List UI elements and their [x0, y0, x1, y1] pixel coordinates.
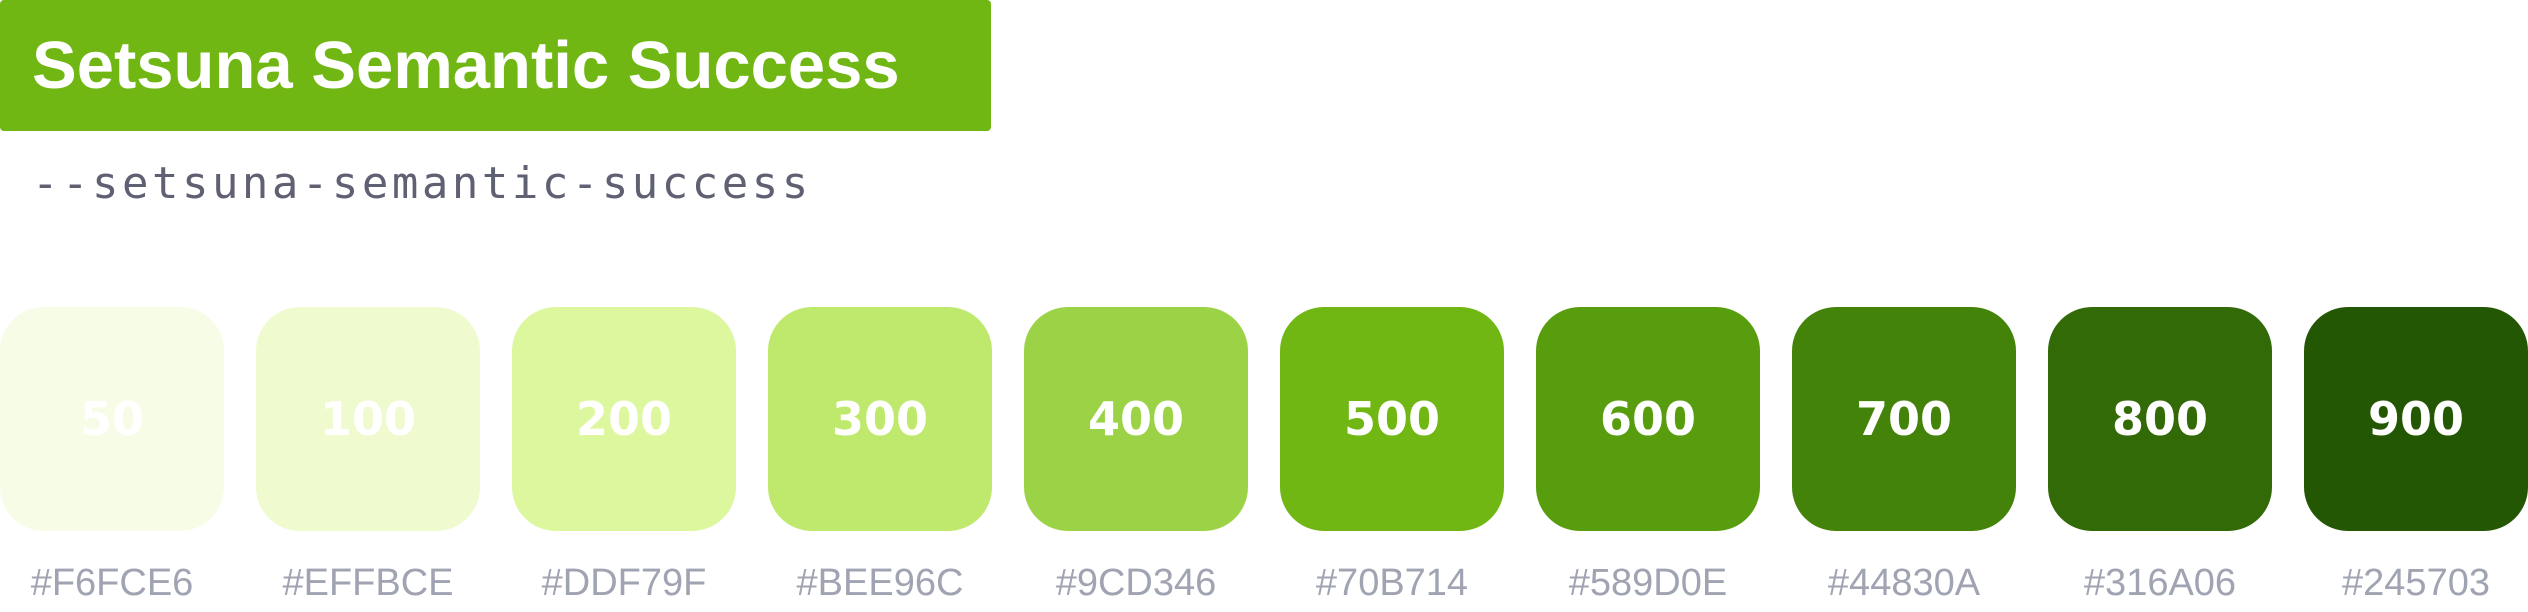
- swatch-hex: #589D0E: [1568, 562, 1728, 604]
- swatch-600: [1536, 307, 1760, 612]
- swatch-300: [768, 307, 992, 612]
- swatch-label: 800: [2111, 392, 2209, 446]
- swatch-chip: [0, 307, 224, 531]
- swatch-200: [512, 307, 736, 612]
- swatch-hex: #BEE96C: [796, 562, 964, 604]
- swatch-hex: #9CD346: [1055, 562, 1217, 604]
- swatch-label: 700: [1855, 392, 1953, 446]
- swatch-chip: [2304, 307, 2528, 531]
- swatch-700: [1792, 307, 2016, 612]
- swatch-50: [0, 307, 224, 612]
- swatch-chip: [1024, 307, 1248, 531]
- swatch-100: [256, 307, 480, 612]
- swatch-chip: [512, 307, 736, 531]
- swatch-label: 900: [2367, 392, 2465, 446]
- swatch-hex: #F6FCE6: [30, 562, 194, 604]
- swatch-chip: [768, 307, 992, 531]
- swatch-chip: [1792, 307, 2016, 531]
- swatch-row: [0, 307, 2528, 612]
- swatch-hex: #70B714: [1315, 562, 1469, 604]
- swatch-hex: #DDF79F: [541, 562, 707, 604]
- token-name: --setsuna-semantic-success: [32, 158, 812, 209]
- swatch-chip: [1536, 307, 1760, 531]
- swatch-label: 400: [1087, 392, 1185, 446]
- swatch-chip: [256, 307, 480, 531]
- swatch-hex: #44830A: [1827, 562, 1981, 604]
- swatch-hex: #245703: [2342, 562, 2490, 604]
- swatch-hex: #316A06: [2083, 562, 2237, 604]
- title-banner: [0, 0, 991, 131]
- swatch-label: 100: [319, 392, 417, 446]
- swatch-label: 200: [575, 392, 673, 446]
- swatch-400: [1024, 307, 1248, 612]
- swatch-800: [2048, 307, 2272, 612]
- swatch-900: [2304, 307, 2528, 612]
- swatch-label: 500: [1343, 392, 1441, 446]
- swatch-chip: [1280, 307, 1504, 531]
- swatch-chip: [2048, 307, 2272, 531]
- swatch-label: 600: [1599, 392, 1697, 446]
- swatch-label: 50: [79, 392, 144, 446]
- page-title: Setsuna Semantic Success: [32, 28, 900, 103]
- swatch-500: [1280, 307, 1504, 612]
- swatch-hex: #EFFBCE: [282, 562, 454, 604]
- swatch-label: 300: [831, 392, 929, 446]
